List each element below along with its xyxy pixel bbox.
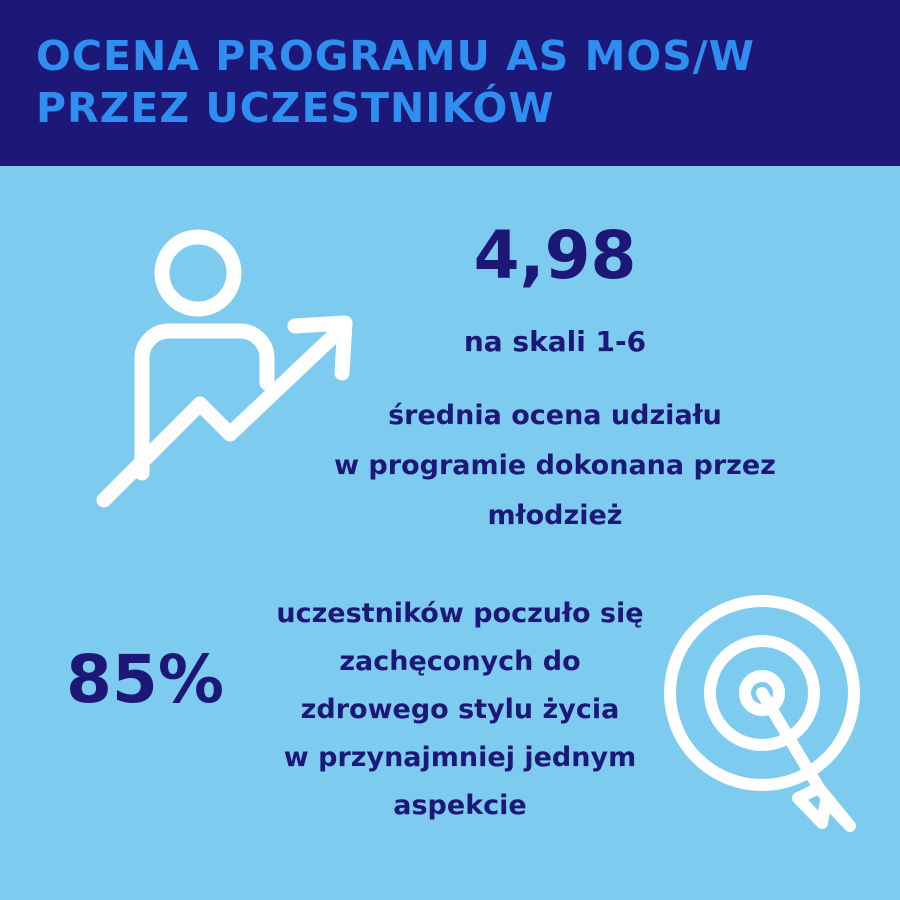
page-title-line-1: OCENA PROGRAMU AS MOS/W — [36, 32, 755, 80]
stat-percentage-description-line: zdrowego stylu życia — [300, 694, 620, 725]
stat-rating-scale: na skali 1-6 — [463, 325, 647, 358]
stat-rating-description-line: w programie dokonana przez — [334, 450, 776, 481]
stat-rating-description-line: młodzież — [487, 500, 623, 531]
page-title — [36, 30, 876, 134]
stat-percentage-description-line: w przynajmniej jednym — [283, 742, 637, 773]
stat-rating-description-line: średnia ocena udziału — [388, 400, 722, 431]
stat-rating-description — [270, 391, 840, 541]
header-banner — [0, 0, 900, 166]
target-arrow-icon — [664, 588, 868, 848]
stat-percentage-description — [220, 590, 700, 830]
stat-percentage-description-line: zachęconych do — [339, 646, 581, 677]
stat-percentage-description-line: uczestników poczuło się — [276, 598, 644, 629]
stat-percentage-description-line: aspekcie — [393, 790, 527, 821]
page-title-line-2: PRZEZ UCZESTNIKÓW — [36, 84, 555, 132]
stat-percentage: 85% — [66, 641, 224, 718]
stat-average-rating: 4,98 — [473, 217, 637, 294]
